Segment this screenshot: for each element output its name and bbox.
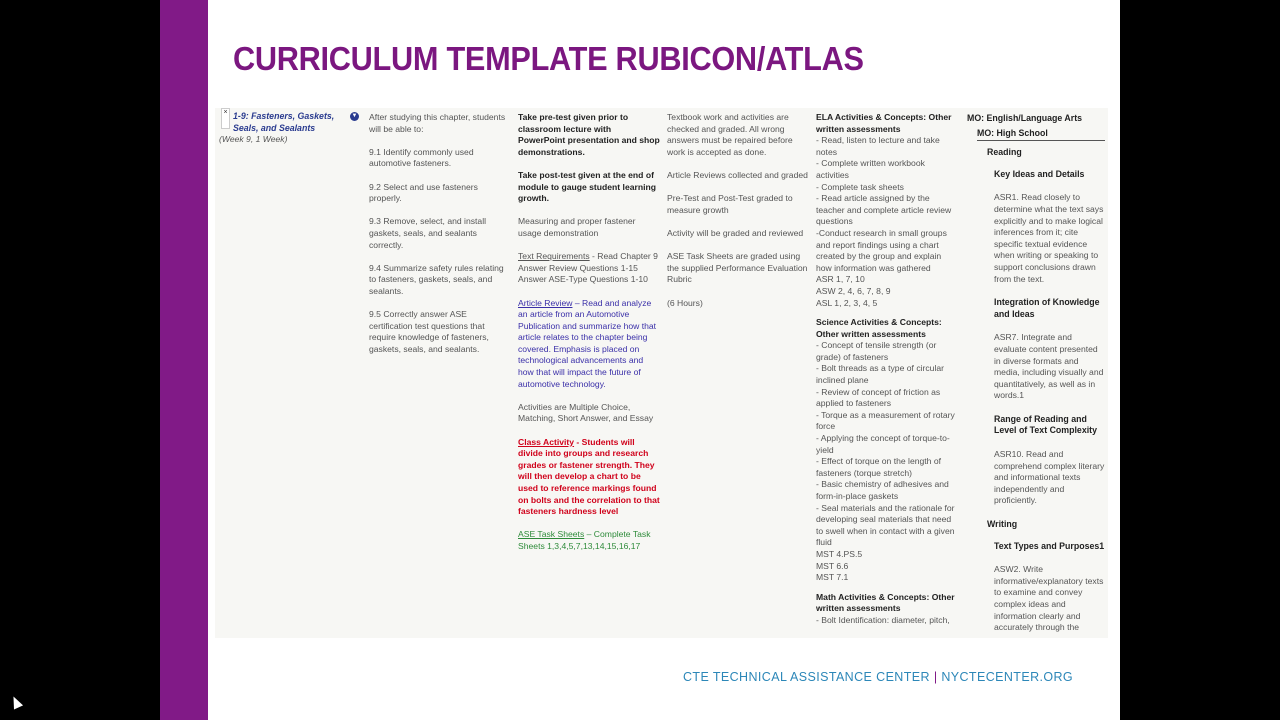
standards-text-types: Text Types and Purposes1 — [994, 540, 1105, 551]
curriculum-table — [215, 108, 1108, 638]
objective-item: 9.4 Summarize safety rules relating to fasteners, gaskets, seals, and sealants. — [369, 262, 504, 296]
science-item: - Review of concept of friction as applied to fasteners — [816, 386, 941, 409]
unit-week: (Week 9, 1 Week) — [219, 134, 288, 145]
standards-reading: Reading — [987, 147, 1022, 158]
close-icon[interactable]: × — [221, 108, 230, 129]
science-item: - Basic chemistry of adhesives and form-in-place gaskets — [816, 479, 949, 501]
mouse-cursor-icon — [9, 694, 23, 709]
ela-item: - Read, listen to lecture and take notes — [816, 135, 940, 157]
standard-asr10: ASR10. Read and comprehend complex literary and informational texts independently and proficiently. — [994, 449, 1105, 506]
article-review: Article Review – Read and analyze an article from an Automotive Publication and summarize how that article relates to the chapter being covered. Emphasis is placed on technological advancements and how that will impact the future of automotive technology. — [518, 297, 657, 389]
measuring-text: Measuring and proper fastener usage demonstration — [518, 216, 636, 238]
pretest-text: Take pre-test given prior to classroom lecture with PowerPoint presentation and shop demonstrations. — [518, 112, 660, 157]
footer-separator: | — [933, 670, 938, 684]
activity-types: Activities are Multiple Choice, Matching, Short Answer, and Essay — [518, 401, 654, 424]
ase-task-sheets-link[interactable]: ASE Task Sheets — [518, 529, 585, 540]
science-item: MST 6.6 — [816, 560, 849, 571]
science-item: MST 7.1 — [816, 572, 849, 583]
assessment-item: (6 Hours) — [667, 297, 703, 308]
accent-bar — [160, 0, 208, 720]
objective-item: 9.5 Correctly answer ASE certification test questions that require knowledge of fasteners, gaskets, seals, and sealants. — [369, 309, 489, 354]
ase-task-sheets: ASE Task Sheets – Complete Task Sheets 1,3,4,5,7,13,14,15,16,17 — [518, 529, 651, 551]
objective-item: 9.3 Remove, select, and install gaskets, seals, and sealants correctly. — [369, 216, 487, 250]
assessment-item: Activity will be graded and reviewed — [667, 227, 804, 238]
footer-org: CTE TECHNICAL ASSISTANCE CENTER — [683, 670, 930, 684]
slide-title: CURRICULUM TEMPLATE RUBICON/ATLAS — [233, 40, 864, 77]
standard-asr1: ASR1. Read closely to determine what the text says explicitly and to make logical inferences from it; cite specific textual evidence when writing or speaking to support conclusions drawn from the text. — [994, 192, 1104, 284]
footer-url: NYCTECENTER.ORG — [941, 670, 1074, 684]
chevron-down-icon[interactable]: ▼ — [351, 113, 358, 119]
standard-asr7: ASR7. Integrate and evaluate content presented in diverse formats and media, including visually and quantitatively, as well as in words.1 — [994, 332, 1104, 401]
science-item: - Effect of torque on the length of fasteners (torque stretch) — [816, 456, 942, 478]
unit-title-link[interactable]: 1-9: Fasteners, Gaskets, Seals, and Sealants — [233, 111, 335, 133]
science-item: - Torque as a measurement of rotary force — [816, 409, 955, 432]
ela-heading: ELA Activities & Concepts: Other written assessments — [816, 112, 952, 134]
science-heading: Science Activities & Concepts: Other written assessments — [816, 317, 942, 339]
science-item: - Applying the concept of torque-to-yield — [816, 433, 950, 455]
ela-item: - Complete written workbook activities — [816, 158, 925, 180]
assessment-item: ASE Task Sheets are graded using the supplied Performance Evaluation Rubric — [667, 251, 808, 285]
unit-column — [219, 108, 359, 146]
assessment-item: Article Reviews collected and graded — [667, 169, 808, 180]
math-item: - Bolt Identification: diameter, pitch, — [816, 614, 950, 625]
unit-header — [219, 108, 359, 146]
article-review-link[interactable]: Article Review — [518, 297, 573, 308]
standards-key-ideas: Key Ideas and Details — [994, 168, 1085, 179]
assessment-column — [667, 112, 809, 321]
text-requirements: Text Requirements - Read Chapter 9 Answer Review Questions 1-15 Answer ASE-Type Questions 1-10 — [518, 251, 658, 285]
ela-item: - Read article assigned by the teacher and complete article review questions — [816, 193, 952, 227]
ela-item: ASL 1, 2, 3, 4, 5 — [816, 297, 878, 308]
slide-footer — [683, 670, 1073, 684]
objective-item: 9.2 Select and use fasteners properly. — [369, 181, 478, 204]
science-item: - Concept of tensile strength (or grade) of fasteners — [816, 340, 937, 362]
science-item: - Seal materials and the rationale for developing seal materials that need to swell when in contact with a given fluid — [816, 502, 955, 548]
standards-integration: Integration of Knowledge and Ideas — [994, 297, 1100, 319]
class-activity-link[interactable]: Class Activity — [518, 436, 575, 447]
science-item: - Bolt threads as a type of circular inclined plane — [816, 363, 945, 386]
standards-writing: Writing — [987, 519, 1018, 530]
assessment-item: Textbook work and activities are checked and graded. All wrong answers must be repaired before work is accepted as done. — [667, 112, 793, 157]
ela-item: ASR 1, 7, 10 — [816, 274, 865, 285]
posttest-text: Take post-test given at the end of module to gauge student learning growth. — [518, 169, 656, 204]
assessment-item: Pre-Test and Post-Test graded to measure growth — [667, 193, 793, 215]
ela-item: - Complete task sheets — [816, 181, 904, 192]
standards-level: MO: High School — [977, 128, 1105, 142]
standards-column — [967, 113, 1105, 638]
objectives-intro: After studying this chapter, students will be able to: — [369, 112, 506, 134]
class-activity: Class Activity - Students will divide into groups and research grades or fastener strength. They will then develop a chart to be used to reference markings found on bolts and the correlation to that fasteners hardness level — [518, 436, 660, 517]
objectives-column — [369, 112, 509, 367]
standards-range: Range of Reading and Level of Text Complexity — [994, 413, 1097, 436]
ela-item: ASW 2, 4, 6, 7, 8, 9 — [816, 285, 891, 296]
science-item: MST 4.PS.5 — [816, 548, 863, 559]
text-requirements-link[interactable]: Text Requirements — [518, 251, 590, 262]
math-heading: Math Activities & Concepts: Other written assessments — [816, 591, 955, 614]
activities-column — [518, 112, 660, 564]
slide — [160, 0, 1120, 720]
standards-subject: MO: English/Language Arts — [967, 113, 1083, 123]
standard-asw2: ASW2. Write informative/explanatory texts to examine and convey complex ideas and information clearly and accurately through the — [994, 564, 1104, 633]
integration-column — [816, 112, 958, 627]
ela-item: -Conduct research in small groups and report findings using a chart created by the group and explain how information was gathered — [816, 227, 947, 273]
objective-item: 9.1 Identify commonly used automotive fasteners. — [369, 146, 474, 169]
